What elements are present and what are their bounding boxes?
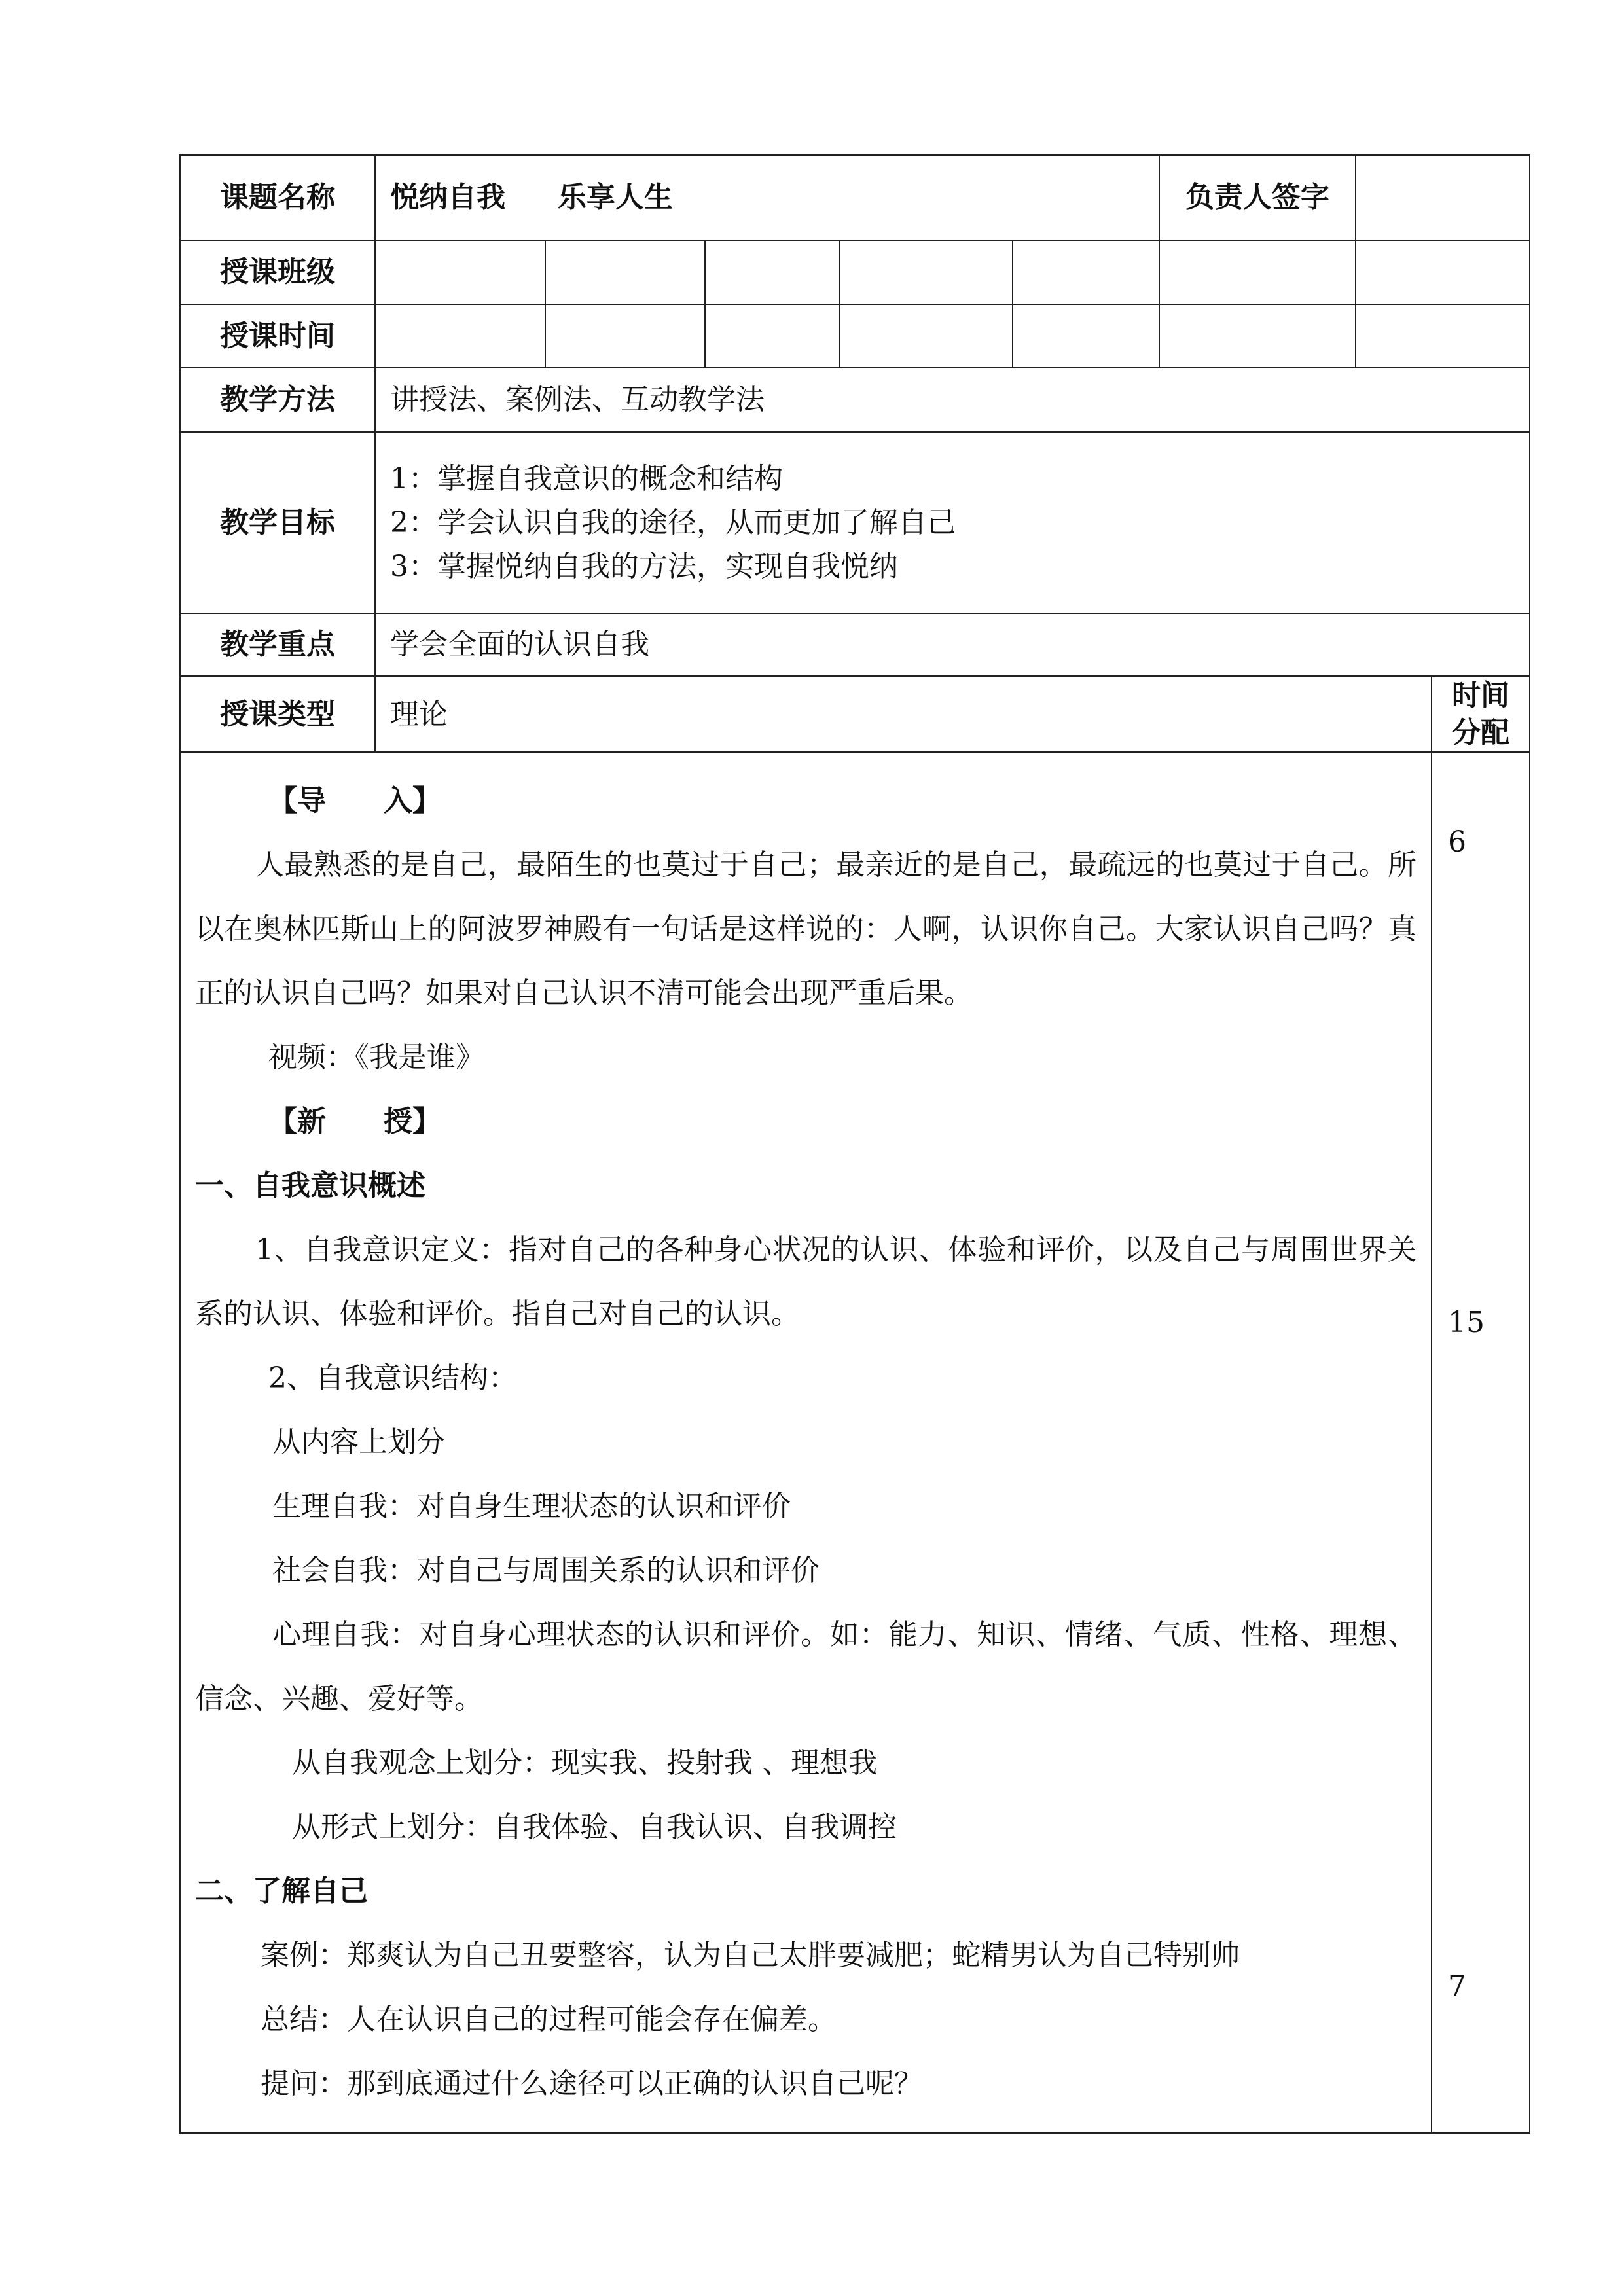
signer-value[interactable] [1356,155,1530,240]
structure-title: 2、自我意识结构： [268,1361,517,1395]
class-cell-6[interactable] [1159,240,1356,304]
time-allocation-header [1432,676,1530,752]
concept-division: 从自我观念上划分：现实我、投射我 、理想我 [292,1746,877,1780]
goal-item-1: 1：掌握自我意识的概念和结构 [390,461,783,495]
time-value-2: 15 [1448,1306,1485,1340]
time-cell-6[interactable] [1159,304,1356,368]
time-cell-3[interactable] [705,304,840,368]
time-cell-2[interactable] [545,304,705,368]
method-value: 讲授法、案例法、互动教学法 [375,368,1530,432]
section-2-title: 二、了解自己 [195,1874,368,1909]
goal-label: 教学目标 [180,432,375,613]
time-allocation-label-1: 时间 [1452,679,1510,712]
goal-item-2: 2：学会认识自我的途径，从而更加了解自己 [390,505,956,539]
goal-list [375,432,1530,613]
topic-row [180,155,1530,240]
class-cell-1[interactable] [375,240,545,304]
lesson-plan-table [179,154,1530,2134]
time-label: 授课时间 [180,304,375,368]
signer-label: 负责人签字 [1159,155,1356,240]
definition-paragraph: 1、自我意识定义：指对自己的各种身心状况的认识、体验和评价，以及自己与周围世界关系的认识、体验和评价。指自己对自己的认识。 [195,1233,1417,1331]
question-line: 提问：那到底通过什么途径可以正确的认识自己呢？ [261,2067,923,2101]
class-label: 授课班级 [180,240,375,304]
topic-label: 课题名称 [180,155,375,240]
time-value-3: 7 [1448,1969,1467,2003]
time-value-1: 6 [1448,825,1467,859]
content-row [180,752,1530,2133]
type-label: 授课类型 [180,676,375,752]
form-division: 从形式上划分：自我体验、自我认识、自我调控 [292,1810,897,1844]
video-line: 视频：《我是谁》 [268,1041,484,1075]
class-cell-4[interactable] [840,240,1013,304]
case-line: 案例：郑爽认为自己丑要整容，认为自己太胖要减肥；蛇精男认为自己特别帅 [261,1939,1240,1973]
lesson-plan-page [179,154,1529,2123]
type-row [180,676,1530,752]
class-cell-3[interactable] [705,240,840,304]
intro-heading: 【导 入】 [268,784,441,818]
time-cell-4[interactable] [840,304,1013,368]
physiological-self: 生理自我：对自身生理状态的认识和评价 [272,1490,791,1524]
focus-value: 学会全面的认识自我 [375,613,1530,676]
summary-line: 总结：人在认识自己的过程可能会存在偏差。 [261,2003,837,2037]
class-cell-5[interactable] [1013,240,1159,304]
new-lesson-heading: 【新 授】 [268,1105,441,1139]
goal-row [180,432,1530,613]
class-cell-2[interactable] [545,240,705,304]
social-self: 社会自我：对自己与周围关系的认识和评价 [272,1554,820,1588]
goal-item-3: 3：掌握悦纳自我的方法，实现自我悦纳 [390,550,898,584]
intro-paragraph: 人最熟悉的是自己，最陌生的也莫过于自己；最亲近的是自己，最疏远的也莫过于自己。所以在奥林匹斯山上的阿波罗神殿有一句话是这样说的：人啊，认识你自己。大家认识自己吗？真正的认识自己吗？如果对自己认识不清可能会出现严重后果。 [195,848,1417,1011]
content-division: 从内容上划分 [272,1426,445,1460]
focus-row [180,613,1530,676]
method-row [180,368,1530,432]
lesson-content [180,752,1432,2133]
class-cell-7[interactable] [1356,240,1530,304]
method-label: 教学方法 [180,368,375,432]
topic-part-2: 乐享人生 [558,181,673,215]
section-1-title: 一、自我意识概述 [195,1169,425,1203]
time-row [180,304,1530,368]
class-row [180,240,1530,304]
psychological-self: 心理自我：对自身心理状态的认识和评价。如：能力、知识、情绪、气质、性格、理想、信念、兴趣、爱好等。 [195,1618,1417,1716]
time-cell-1[interactable] [375,304,545,368]
focus-label: 教学重点 [180,613,375,676]
type-value: 理论 [375,676,1432,752]
time-allocation-column [1432,752,1530,2133]
time-allocation-label-2: 分配 [1452,716,1510,750]
time-cell-7[interactable] [1356,304,1530,368]
topic-value [375,155,1159,240]
topic-part-1: 悦纳自我 [390,181,505,215]
time-cell-5[interactable] [1013,304,1159,368]
